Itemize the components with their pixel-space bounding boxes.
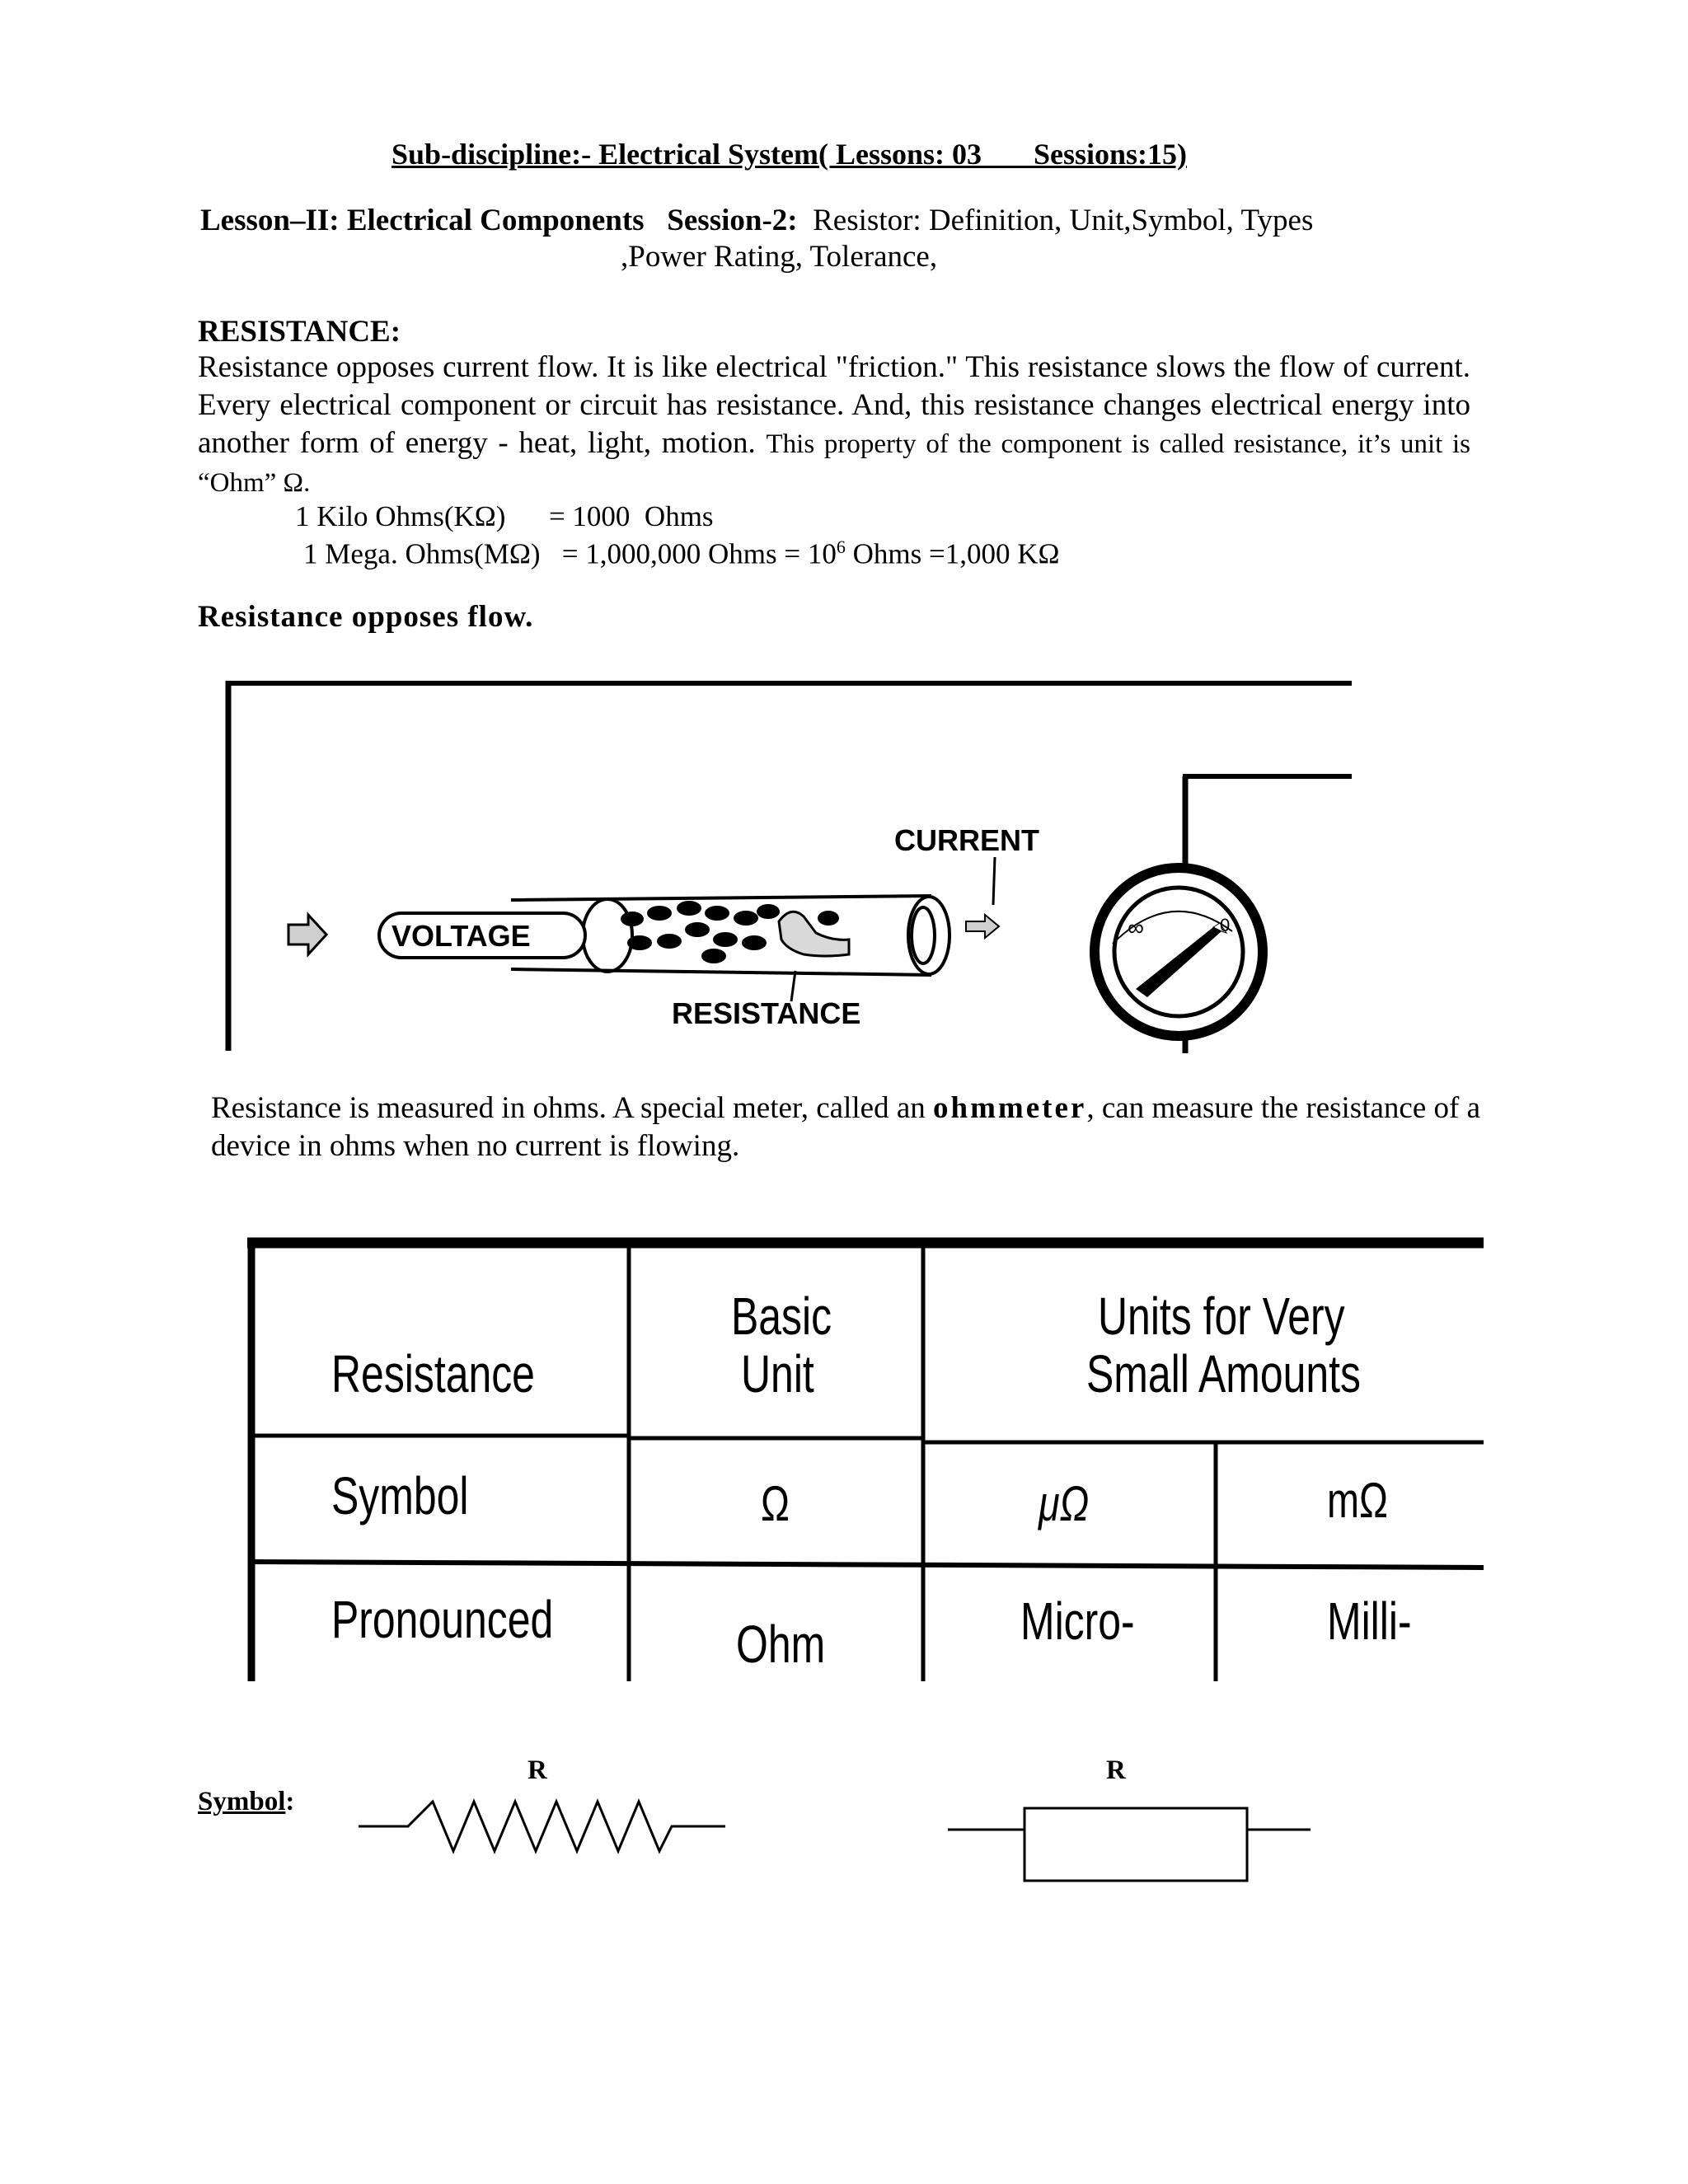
zigzag-resistor-label: R — [528, 1755, 547, 1785]
box-resistor-icon — [948, 1808, 1311, 1881]
voltage-label: VOLTAGE — [392, 919, 531, 953]
meter-zero-label: 0 — [1220, 915, 1231, 935]
table-pronounced-micro: Micro- — [1020, 1591, 1135, 1651]
table-header-resistance: Resistance — [331, 1344, 535, 1404]
table-header-basic-line2: Unit — [741, 1344, 814, 1404]
lesson-label: Lesson–II: Electrical Components — [200, 204, 645, 237]
ohmmeter-text-b: , can measure the resistance of a device in ohms when no current is flowing. — [211, 1091, 1480, 1163]
table-symbol-micro: μΩ — [1039, 1476, 1090, 1531]
ohmmeter-term: ohmmeter — [933, 1091, 1087, 1125]
conversion-mega-exponent: 6 — [836, 537, 846, 557]
table-pronounced-basic: Ohm — [736, 1615, 826, 1674]
table-symbol-milli: mΩ — [1327, 1473, 1388, 1528]
lesson-topic-line1: Resistor: Definition, Unit,Symbol, Types — [813, 204, 1314, 237]
lesson-topic-line2: ,Power Rating, Tolerance, — [621, 240, 938, 274]
conversion-kilo: 1 Kilo Ohms(KΩ) = 1000 Ohms — [295, 500, 714, 532]
symbol-label-text: Symbol — [198, 1787, 286, 1816]
table-header-small-line2: Small Amounts — [1086, 1344, 1361, 1404]
resistance-label: RESISTANCE — [672, 996, 861, 1030]
ohmmeter-text-a: Resistance is measured in ohms. A special meter, called an — [211, 1091, 933, 1125]
resistance-heading: RESISTANCE: — [198, 315, 401, 349]
symbol-label-colon: : — [285, 1787, 295, 1816]
table-pronounced-milli: Milli- — [1327, 1591, 1412, 1651]
zigzag-resistor-icon — [359, 1802, 725, 1851]
resistor-symbols — [0, 1772, 1688, 1896]
resistance-paragraph-main: Resistance opposes current flow. It is like electrical "friction." This resistance slows the flow of current. Every electrical component or circuit has resistance. And, this resistance changes electrical energy into another form of energy - heat, light, motion. — [198, 350, 1470, 460]
table-row-symbol-label: Symbol — [331, 1466, 469, 1526]
box-resistor-label: R — [1106, 1755, 1126, 1785]
conversion-mega-b: Ohms =1,000 KΩ — [845, 537, 1060, 570]
current-label: CURRENT — [894, 823, 1039, 857]
meter-infinity-label: ∞ — [1128, 915, 1144, 940]
table-symbol-basic: Ω — [761, 1476, 790, 1531]
resistance-paragraph-small: This property of the component is called resistance, it’s unit is “Ohm” Ω. — [198, 429, 1471, 498]
page-header-title: Sub-discipline:- Electrical System( Lessons: 03 Sessions:15) — [392, 138, 1188, 171]
table-header-small-line1: Units for Very — [1098, 1286, 1345, 1346]
figure-caption: Resistance opposes flow. — [198, 600, 534, 634]
conversion-mega-a: 1 Mega. Ohms(MΩ) = 1,000,000 Ohms = 10 — [303, 537, 837, 570]
table-header-basic-line1: Basic — [731, 1286, 832, 1346]
table-row-pronounced-label: Pronounced — [331, 1590, 554, 1649]
session-label: Session-2: — [667, 204, 798, 237]
